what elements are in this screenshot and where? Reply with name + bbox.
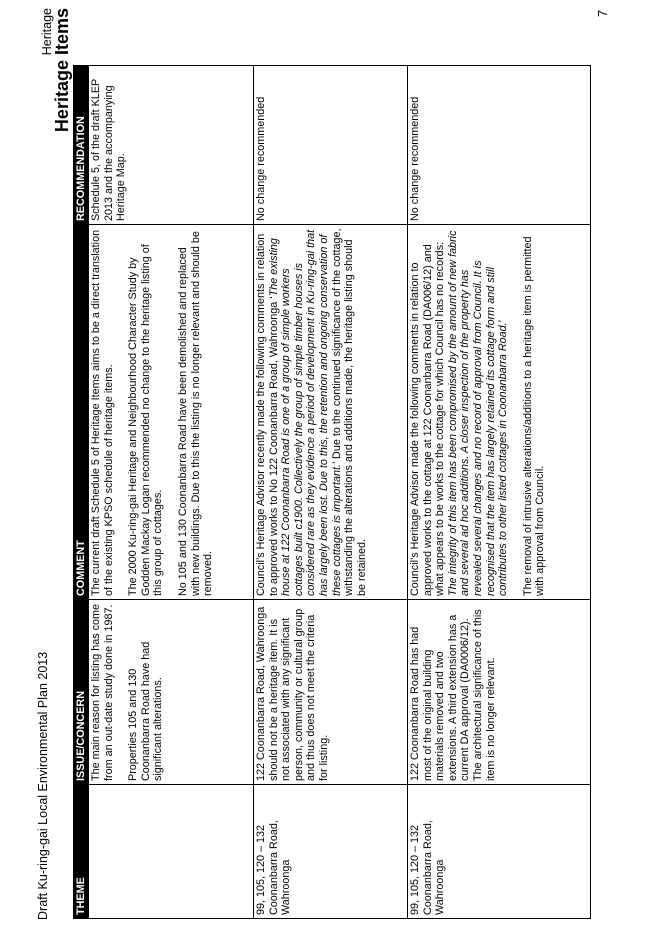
issue-text: The main reason for listing has come from an out-date study done in 1987. [90,603,115,781]
comment-text: Council’s Heritage Advisor made the following comments in relation to approved works to the cottage at 122 Coonanbarra Road (DA006/12) and what appears to be works to the cottage for which Council has no records: [409,241,447,596]
comment-text: The 2000 Ku-ring-gai Heritage and Neighbourhood Character Study by Godden Mackay Logan recommended no change to the heritage listing of this group of cottages. [127,244,165,596]
theme-cell [89,785,254,919]
page-number: 7 [596,10,610,17]
issue-cell [89,600,254,785]
recommendation-cell: No change recommended [408,66,591,225]
comment-text: The removal of intrusive alterations/additions to a heritage item is permitted with approval from Council. [521,236,547,596]
issue-cell: 122 Coonanbarra Road has had most of the original building materials removed and two extensions. A third extension has a current DA approval (DA0006/12). The architectural significance of this item is no longer relevant. [408,600,591,785]
heritage-table [73,65,591,919]
recommendation-cell: No change recommended [254,66,408,225]
document-title: Draft Ku-ring-gai Local Environmental Plan 2013 [36,651,50,920]
column-header-comment: COMMENT [74,225,89,600]
comment-text: ’ Due to the continued significance of the cottage, withstanding the alterations and additions made, the heritage listing should be retained. [330,228,368,596]
comment-cell [254,225,408,600]
section-title: Heritage Items [52,8,72,133]
table-header-row [74,66,89,919]
comment-text: ’ [497,319,510,323]
section-label: Heritage [40,8,54,56]
comment-quote: The integrity of this item has been compromised by the amount of new fabric and several ad hoc additions. A closer inspection of the property has revealed several changes and no record of approval from Council. It is recognised that the item has largely retained its cottage form and still contributes to other listed cottages in Coonanbarra Road. [446,230,510,596]
comment-quote: The existing house at 122 Coonanbarra Road is one of a group of simple workers cottages built c1900. Collectively the group of simple timber houses is considered rare as they evidence a period of development in Ku-ring-gai that has largely been lost. Due to this, the retention and ongoing conservation of these cottages is important. [267,229,343,596]
column-header-theme: THEME [74,785,89,919]
comment-text: No 105 and 130 Coonanbarra Road have been demolished and replaced with new buildings. Due to this the listing is no longer relevant and should be removed. [176,231,215,596]
column-header-issue: ISSUE/CONCERN [74,600,89,785]
table-row [254,66,408,919]
table-row [408,66,591,919]
comment-paragraph [409,228,510,596]
comment-text: The current draft Schedule 5 of Heritage Items aims to be a direct translation of the existing KPSO schedule of heritage items. [90,229,115,596]
theme-cell: 99, 105, 120 – 132 Coonanbarra Road, Wahroonga [408,785,591,919]
comment-cell [408,225,591,600]
theme-cell: 99, 105, 120 – 132 Coonanbarra Road, Wahroonga [254,785,408,919]
column-header-recommendation: RECOMMENDATION [74,66,89,225]
issue-text: Properties 105 and 130 Coonanbarra Road have had significant alterations. [127,641,165,781]
recommendation-cell: Schedule 5, of the draft KLEP 2013 and the accompanying Heritage Map. [89,66,254,225]
table-row [89,66,254,919]
issue-cell: 122 Coonanbarra Road, Wahroonga should not be a heritage item. It is not associated with any significant person, community or cultural group and thus does not meet the criteria for listing. [254,600,408,785]
comment-cell [89,225,254,600]
comment-text: Council’s Heritage Advisor recently made the following comments in relation to approved works to No 122 Coonanbarra Road, Wahroonga ‘ [255,233,280,596]
